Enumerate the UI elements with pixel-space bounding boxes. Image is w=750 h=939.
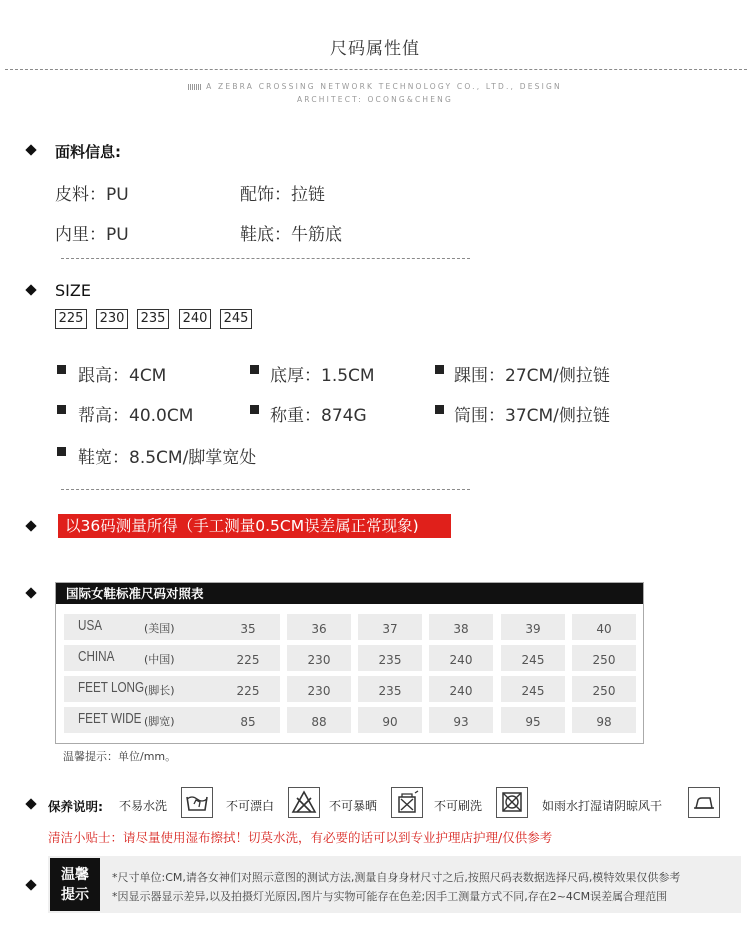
iron-icon (688, 787, 720, 818)
table-cell: 36 (287, 614, 351, 640)
table-cell: 85 (216, 707, 280, 733)
size-option-230[interactable]: 230 (96, 309, 128, 329)
section-diamond-icon (25, 587, 36, 598)
care-label-no-brush: 不可刷洗 (434, 799, 483, 813)
table-cell: 93 (429, 707, 493, 733)
size-option-240[interactable]: 240 (179, 309, 211, 329)
table-cell: 225 (216, 645, 280, 671)
page-title: 尺码属性值 (330, 39, 420, 59)
care-heading: 保养说明: (48, 799, 103, 814)
care-label-no-bleach: 不可漂白 (226, 799, 275, 813)
table-cell: 250 (572, 676, 636, 702)
spec-heel-height: 跟高：4CM (78, 366, 167, 386)
section-divider (61, 489, 470, 490)
table-cell: 235 (358, 676, 422, 702)
no-bleach-icon (288, 787, 320, 818)
table-cell: 245 (501, 645, 565, 671)
warm-tips-panel (48, 856, 741, 913)
table-cell: 90 (358, 707, 422, 733)
bullet-icon (57, 365, 66, 374)
table-cell: 230 (287, 645, 351, 671)
table-cell: 35 (216, 614, 280, 640)
unit-note: 温馨提示：单位/mm。 (63, 750, 177, 763)
care-label-no-sun: 不可暴晒 (329, 799, 378, 813)
section-divider (61, 258, 470, 259)
hand-wash-icon (181, 787, 213, 818)
table-cell: 88 (287, 707, 351, 733)
fabric-sole: 鞋底：牛筋底 (240, 225, 342, 245)
table-cell: 230 (287, 676, 351, 702)
header-divider (5, 69, 747, 70)
spec-upper-height: 帮高：40.0CM (78, 406, 194, 426)
care-label-air-dry: 如雨水打湿请阴晾风干 (542, 799, 663, 813)
spec-weight: 称重：874G (270, 406, 367, 426)
table-cell: 98 (572, 707, 636, 733)
warm-tips-badge: 温馨 提示 (50, 858, 100, 911)
table-cell: 240 (429, 676, 493, 702)
care-label-hand-wash: 不易水洗 (119, 799, 168, 813)
section-diamond-icon (25, 520, 36, 531)
size-table-title: 国际女鞋标准尺码对照表 (56, 583, 643, 604)
table-cell: 40 (572, 614, 636, 640)
table-cell: 235 (358, 645, 422, 671)
measure-note-banner: 以36码测量所得（手工测量0.5CM误差属正常现象) (58, 514, 451, 538)
size-option-245[interactable]: 245 (220, 309, 252, 329)
section-diamond-icon (25, 798, 36, 809)
bullet-icon (250, 405, 259, 414)
table-cell: 37 (358, 614, 422, 640)
table-cell: 250 (572, 645, 636, 671)
spec-shoe-width: 鞋宽：8.5CM/脚掌宽处 (78, 448, 257, 468)
architect-subtitle: ARCHITECT: OCONG&CHENG (296, 95, 454, 104)
cleaning-tip: 清洁小贴士：请尽量使用湿布擦拭！切莫水洗，有必要的话可以到专业护理店护理/仅供参考 (48, 830, 553, 845)
bullet-icon (250, 365, 259, 374)
table-cell: 38 (429, 614, 493, 640)
bullet-icon (435, 405, 444, 414)
table-cell: 240 (429, 645, 493, 671)
bullet-icon (435, 365, 444, 374)
company-subtitle: A ZEBRA CROSSING NETWORK TECHNOLOGY CO., LTD., DESIGN (0, 82, 750, 91)
table-cell: 95 (501, 707, 565, 733)
table-row-label: FEET LONG (脚长) (64, 676, 219, 702)
no-tumble-dry-icon (496, 787, 528, 818)
table-cell: 245 (501, 676, 565, 702)
bullet-icon (57, 405, 66, 414)
barcode-icon (188, 84, 202, 90)
fabric-accessory: 配饰：拉链 (240, 185, 325, 205)
size-option-225[interactable]: 225 (55, 309, 87, 329)
size-table (55, 582, 644, 744)
warm-tip-line-1: *尺寸单位:CM,请各女神们对照示意图的测试方法,测量自身身材尺寸之后,按照尺码表数据选择尺码,模特效果仅供参考 (112, 871, 681, 884)
no-sun-icon (391, 787, 423, 818)
spec-sole-thickness: 底厚：1.5CM (270, 366, 375, 386)
fabric-lining: 内里：PU (55, 225, 129, 245)
spec-shaft-circumference: 筒围：37CM/侧拉链 (454, 406, 610, 426)
size-heading: SIZE (55, 281, 91, 300)
table-row-label: USA (美国) (64, 614, 219, 640)
table-cell: 225 (216, 676, 280, 702)
spec-ankle-circumference: 踝围：27CM/侧拉链 (454, 366, 610, 386)
table-row-label: CHINA (中国) (64, 645, 219, 671)
section-diamond-icon (25, 284, 36, 295)
fabric-heading: 面料信息: (55, 143, 121, 161)
section-diamond-icon (25, 144, 36, 155)
bullet-icon (57, 447, 66, 456)
table-cell: 39 (501, 614, 565, 640)
size-option-235[interactable]: 235 (137, 309, 169, 329)
section-diamond-icon (25, 879, 36, 890)
warm-tip-line-2: *因显示器显示差异,以及拍摄灯光原因,图片与实物可能存在色差;因手工测量方式不同,存在2~4CM误差属合理范围 (112, 890, 668, 903)
table-row-label: FEET WIDE (脚宽) (64, 707, 219, 733)
fabric-leather: 皮料：PU (55, 185, 129, 205)
